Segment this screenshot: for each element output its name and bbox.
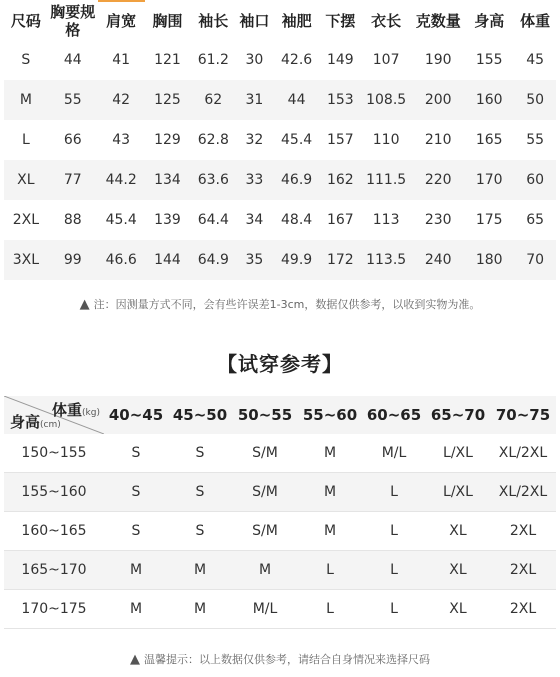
size-table: [4, 0, 556, 280]
measurement-note-text: 注：因测量方式不同，会有些许误差1-3cm，数据仅供参考，以收到实物为准。: [93, 298, 481, 311]
weight-col-6: 70~75: [490, 396, 556, 434]
table-cell: 65: [526, 212, 545, 228]
table-cell: 175: [475, 212, 503, 228]
size-recommendation-cell: M: [168, 551, 232, 590]
table-cell: 45: [526, 52, 545, 68]
size-recommendation-cell: M: [104, 551, 168, 590]
table-cell: 44: [273, 80, 321, 120]
table-cell: 113.5: [360, 240, 412, 280]
corner-header: [4, 396, 104, 434]
table-cell: 139: [154, 212, 181, 228]
table-cell: 190: [424, 52, 452, 68]
col-header-spec: 胸要规格: [48, 1, 98, 40]
col-header-cuff: 袖口: [236, 1, 272, 40]
table-cell: 45.4: [105, 212, 137, 228]
size-recommendation-cell: XL: [426, 590, 490, 629]
size-recommendation-cell: M/L: [232, 590, 298, 629]
col-header-shoulder: 肩宽: [98, 1, 145, 40]
table-cell: 121: [154, 52, 181, 68]
warning-triangle-icon: ▲: [130, 652, 140, 667]
table-cell: 167: [326, 212, 354, 228]
table-cell: 99: [48, 240, 98, 280]
table-cell: XL: [4, 160, 48, 200]
height-range-cell: 165~170: [4, 551, 104, 590]
col-header-grams: 克数量: [412, 1, 464, 40]
weight-col-4: 60~65: [362, 396, 426, 434]
table-cell: 108.5: [360, 80, 412, 120]
table-cell: 66: [63, 132, 82, 148]
table-cell: 42: [98, 80, 145, 120]
table-cell: 30: [245, 52, 264, 68]
table-cell: 31: [236, 80, 272, 120]
table-cell: 210: [424, 132, 452, 148]
table-cell: S: [21, 52, 31, 68]
table-cell: 165: [475, 132, 503, 148]
size-table-header: [4, 1, 556, 40]
table-row: [4, 434, 556, 473]
table-cell: 35: [236, 240, 272, 280]
table-cell: 107: [372, 52, 400, 68]
table-cell: 129: [154, 132, 181, 148]
size-recommendation-cell: S/M: [232, 512, 298, 551]
height-range-cell: 155~160: [4, 473, 104, 512]
size-recommendation-cell: XL: [426, 551, 490, 590]
size-recommendation-cell: S: [104, 512, 168, 551]
fit-reference-header: [4, 396, 556, 434]
section-title: 【试穿参考】: [217, 352, 343, 376]
size-recommendation-cell: XL/2XL: [490, 473, 556, 512]
measurement-note: [0, 296, 560, 312]
table-cell: 160: [464, 80, 514, 120]
table-cell: 125: [145, 80, 191, 120]
size-recommendation-cell: M/L: [362, 434, 426, 473]
table-cell: 60: [514, 160, 556, 200]
table-cell: 3XL: [4, 240, 48, 280]
table-cell: 64.9: [190, 240, 236, 280]
col-header-hem: 下摆: [321, 1, 361, 40]
weight-col-0: 40~45: [104, 396, 168, 434]
table-cell: M: [4, 80, 48, 120]
size-recommendation-cell: M: [298, 512, 362, 551]
table-cell: 55: [526, 132, 545, 148]
table-row: [4, 240, 556, 280]
table-cell: 64.4: [197, 212, 229, 228]
warning-triangle-icon: ▲: [79, 297, 90, 312]
table-cell: 157: [326, 132, 354, 148]
table-cell: 220: [412, 160, 464, 200]
table-cell: 46.9: [273, 160, 321, 200]
size-recommendation-cell: L: [298, 590, 362, 629]
col-header-size: 尺码: [4, 1, 48, 40]
table-cell: 240: [412, 240, 464, 280]
size-recommendation-cell: M: [104, 590, 168, 629]
size-recommendation-cell: L: [298, 551, 362, 590]
size-recommendation-cell: L: [362, 512, 426, 551]
table-cell: 62.8: [197, 132, 229, 148]
col-header-chest: 胸围: [145, 1, 191, 40]
fit-tip-note: [0, 651, 560, 667]
table-cell: 49.9: [273, 240, 321, 280]
table-cell: 61.2: [197, 52, 229, 68]
table-cell: 200: [412, 80, 464, 120]
size-recommendation-cell: S/M: [232, 434, 298, 473]
weight-axis-label: 体重(kg): [52, 401, 100, 419]
table-cell: 162: [321, 160, 361, 200]
size-recommendation-cell: XL: [426, 512, 490, 551]
size-recommendation-cell: XL/2XL: [490, 434, 556, 473]
size-recommendation-cell: S/M: [232, 473, 298, 512]
size-recommendation-cell: L/XL: [426, 434, 490, 473]
weight-col-3: 55~60: [298, 396, 362, 434]
table-cell: 149: [326, 52, 354, 68]
table-cell: 45.4: [281, 132, 313, 148]
table-cell: 111.5: [360, 160, 412, 200]
table-cell: 41: [112, 52, 131, 68]
table-cell: 88: [63, 212, 82, 228]
table-cell: 50: [514, 80, 556, 120]
size-recommendation-cell: L: [362, 590, 426, 629]
table-cell: 48.4: [281, 212, 313, 228]
height-axis-label: 身高(cm): [10, 413, 61, 431]
table-row: [4, 80, 556, 120]
table-cell: 34: [245, 212, 264, 228]
col-header-weight: 体重: [514, 1, 556, 40]
height-range-cell: 170~175: [4, 590, 104, 629]
table-cell: 144: [145, 240, 191, 280]
size-recommendation-cell: L: [362, 551, 426, 590]
height-range-cell: 160~165: [4, 512, 104, 551]
size-recommendation-cell: M: [168, 590, 232, 629]
table-cell: 44.2: [98, 160, 145, 200]
table-cell: 46.6: [98, 240, 145, 280]
table-cell: 172: [321, 240, 361, 280]
col-header-length: 衣长: [360, 1, 412, 40]
size-recommendation-cell: M: [232, 551, 298, 590]
size-recommendation-cell: M: [298, 473, 362, 512]
table-cell: 44: [63, 52, 82, 68]
table-cell: 70: [514, 240, 556, 280]
table-cell: 42.6: [281, 52, 313, 68]
table-row: [4, 590, 556, 629]
table-cell: 110: [372, 132, 400, 148]
table-cell: 77: [48, 160, 98, 200]
table-cell: 153: [321, 80, 361, 120]
table-cell: 113: [372, 212, 400, 228]
size-recommendation-cell: 2XL: [490, 551, 556, 590]
size-recommendation-cell: S: [104, 473, 168, 512]
col-header-sleeve-length: 袖长: [190, 1, 236, 40]
table-row: [4, 551, 556, 590]
table-row: [4, 200, 556, 240]
table-cell: 32: [245, 132, 264, 148]
table-cell: 63.6: [190, 160, 236, 200]
size-recommendation-cell: M: [298, 434, 362, 473]
col-header-height: 身高: [464, 1, 514, 40]
height-range-cell: 150~155: [4, 434, 104, 473]
size-recommendation-cell: 2XL: [490, 590, 556, 629]
table-cell: L: [21, 132, 30, 148]
size-recommendation-cell: 2XL: [490, 512, 556, 551]
table-cell: 155: [475, 52, 503, 68]
weight-col-2: 50~55: [232, 396, 298, 434]
size-recommendation-cell: S: [168, 473, 232, 512]
table-cell: 43: [112, 132, 131, 148]
col-header-sleeve-width: 袖肥: [273, 1, 321, 40]
size-recommendation-cell: S: [104, 434, 168, 473]
table-cell: 230: [424, 212, 452, 228]
size-recommendation-cell: L/XL: [426, 473, 490, 512]
fit-reference-table: [4, 396, 556, 629]
table-cell: 62: [190, 80, 236, 120]
table-cell: 55: [48, 80, 98, 120]
table-cell: 134: [145, 160, 191, 200]
table-row: [4, 160, 556, 200]
size-recommendation-cell: S: [168, 434, 232, 473]
weight-col-1: 45~50: [168, 396, 232, 434]
fit-tip-note-text: 温馨提示：以上数据仅供参考，请结合自身情况来选择尺码: [144, 653, 430, 666]
table-row: [4, 120, 556, 160]
table-cell: 2XL: [12, 212, 40, 228]
table-cell: 180: [464, 240, 514, 280]
size-recommendation-cell: L: [362, 473, 426, 512]
table-row: [4, 40, 556, 80]
table-cell: 33: [236, 160, 272, 200]
weight-col-5: 65~70: [426, 396, 490, 434]
size-recommendation-cell: S: [168, 512, 232, 551]
table-cell: 170: [464, 160, 514, 200]
table-row: [4, 473, 556, 512]
table-row: [4, 512, 556, 551]
